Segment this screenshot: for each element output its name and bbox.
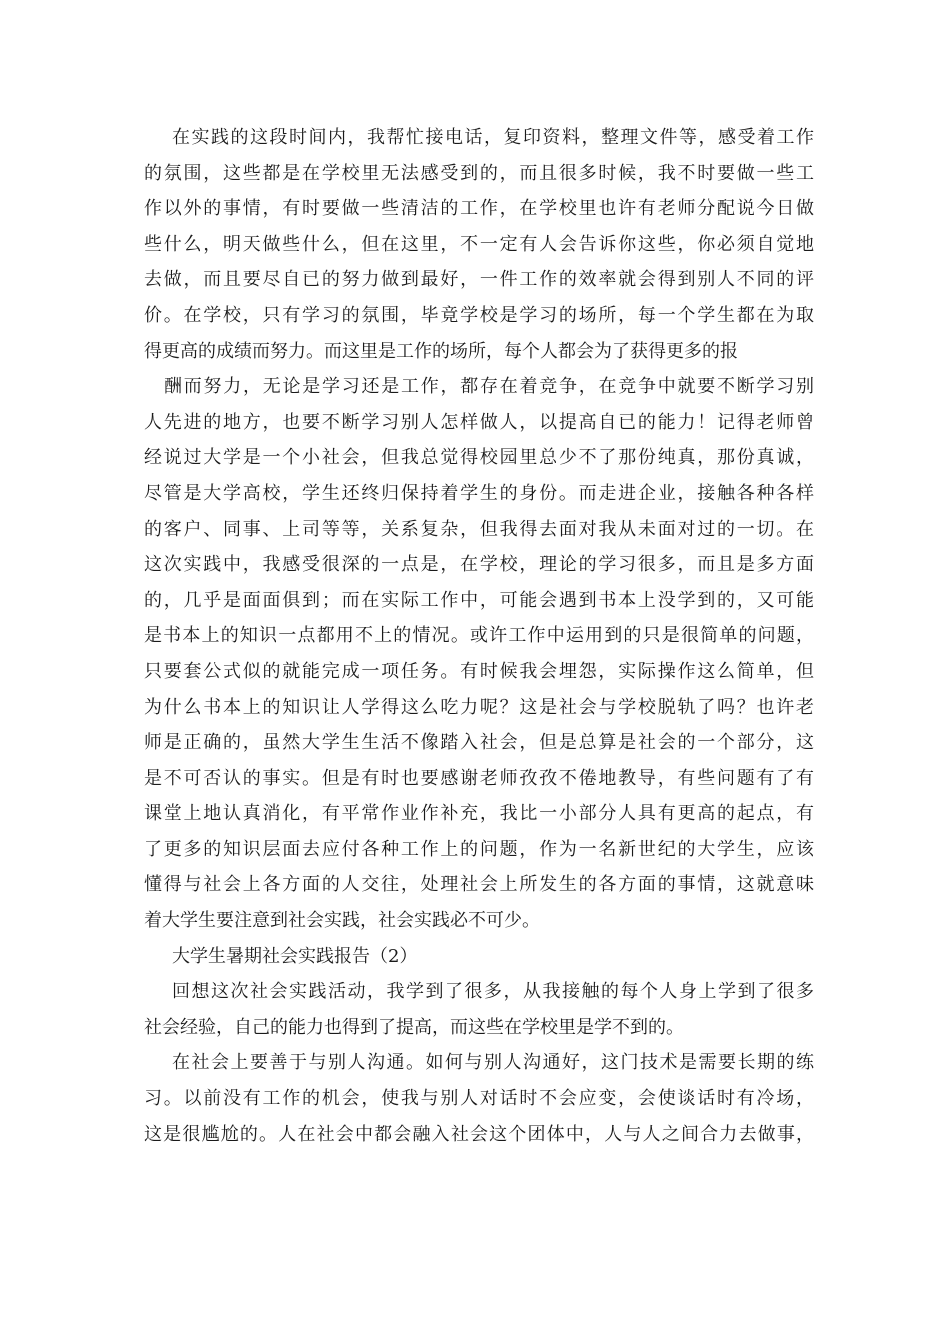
text-line: 经说过大学是一个小社会，但我总觉得校园里总少不了那份纯真，那份真诚， [144, 447, 814, 469]
text-line: 酬而努力，无论是学习还是工作，都存在着竞争，在竞争中就要不断学习别 [164, 376, 814, 398]
text-line: 去做，而且要尽自已的努力做到最好，一件工作的效率就会得到别人不同的评 [144, 269, 814, 291]
text-line: 是不可否认的事实。但是有时也要感谢老师孜孜不倦地教导，有些问题有了有 [144, 767, 814, 789]
text-line: 的客户、同事、上司等等，关系复杂，但我得去面对我从未面对过的一切。在 [144, 518, 814, 540]
text-line: 得更高的成绩而努力。而这里是工作的场所，每个人都会为了获得更多的报 [144, 340, 738, 362]
text-line: 为什么书本上的知识让人学得这么吃力呢？这是社会与学校脱轨了吗？也许老 [144, 696, 814, 718]
text-line: 只要套公式似的就能完成一项任务。有时候我会埋怨，实际操作这么简单，但 [144, 660, 814, 682]
text-line: 的，几乎是面面俱到；而在实际工作中，可能会遇到书本上没学到的，又可能 [144, 589, 814, 611]
text-line: 了更多的知识层面去应付各种工作上的问题，作为一名新世纪的大学生，应该 [144, 838, 814, 860]
text-line: 着大学生要注意到社会实践，社会实践必不可少。 [144, 910, 540, 932]
text-line: 作以外的事情，有时要做一些清洁的工作，在学校里也许有老师分配说今日做 [144, 198, 814, 220]
text-line: 习。以前没有工作的机会，使我与别人对话时不会应变，会使谈话时有冷场， [144, 1088, 814, 1110]
text-line: 人先进的地方，也要不断学习别人怎样做人，以提高自已的能力！记得老师曾 [144, 411, 814, 433]
text-line: 师是正确的，虽然大学生生活不像踏入社会，但是总算是社会的一个部分，这 [144, 732, 814, 754]
text-line: 这是很尴尬的。人在社会中都会融入社会这个团体中，人与人之间合力去做事， [144, 1123, 814, 1145]
text-line: 回想这次社会实践活动，我学到了很多，从我接触的每个人身上学到了很多 [172, 981, 814, 1003]
text-line: 的氛围，这些都是在学校里无法感受到的，而且很多时候，我不时要做一些工 [144, 162, 814, 184]
text-line: 些什么，明天做些什么，但在这里，不一定有人会告诉你这些，你必须自觉地 [144, 233, 814, 255]
document-body [144, 120, 814, 1152]
text-line: 这次实践中，我感受很深的一点是，在学校，理论的学习很多，而且是多方面 [144, 554, 814, 576]
text-line: 在实践的这段时间内，我帮忙接电话，复印资料，整理文件等，感受着工作 [172, 127, 814, 148]
section-heading: 大学生暑期社会实践报告（2） [172, 945, 418, 967]
text-line: 懂得与社会上各方面的人交往，处理社会上所发生的各方面的事情，这就意味 [144, 874, 814, 896]
text-line: 在社会上要善于与别人沟通。如何与别人沟通好，这门技术是需要长期的练 [172, 1052, 814, 1074]
text-line: 尽管是大学高校，学生还终归保持着学生的身份。而走进企业，接触各种各样 [144, 482, 814, 504]
text-line: 是书本上的知识一点都用不上的情况。或许工作中运用到的只是很简单的问题， [144, 625, 814, 647]
text-line: 课堂上地认真消化，有平常作业作补充，我比一小部分人具有更高的起点，有 [144, 803, 814, 825]
text-line: 社会经验，自己的能力也得到了提高，而这些在学校里是学不到的。 [144, 1016, 684, 1038]
text-line: 价。在学校，只有学习的氛围，毕竟学校是学习的场所，每一个学生都在为取 [144, 304, 814, 326]
